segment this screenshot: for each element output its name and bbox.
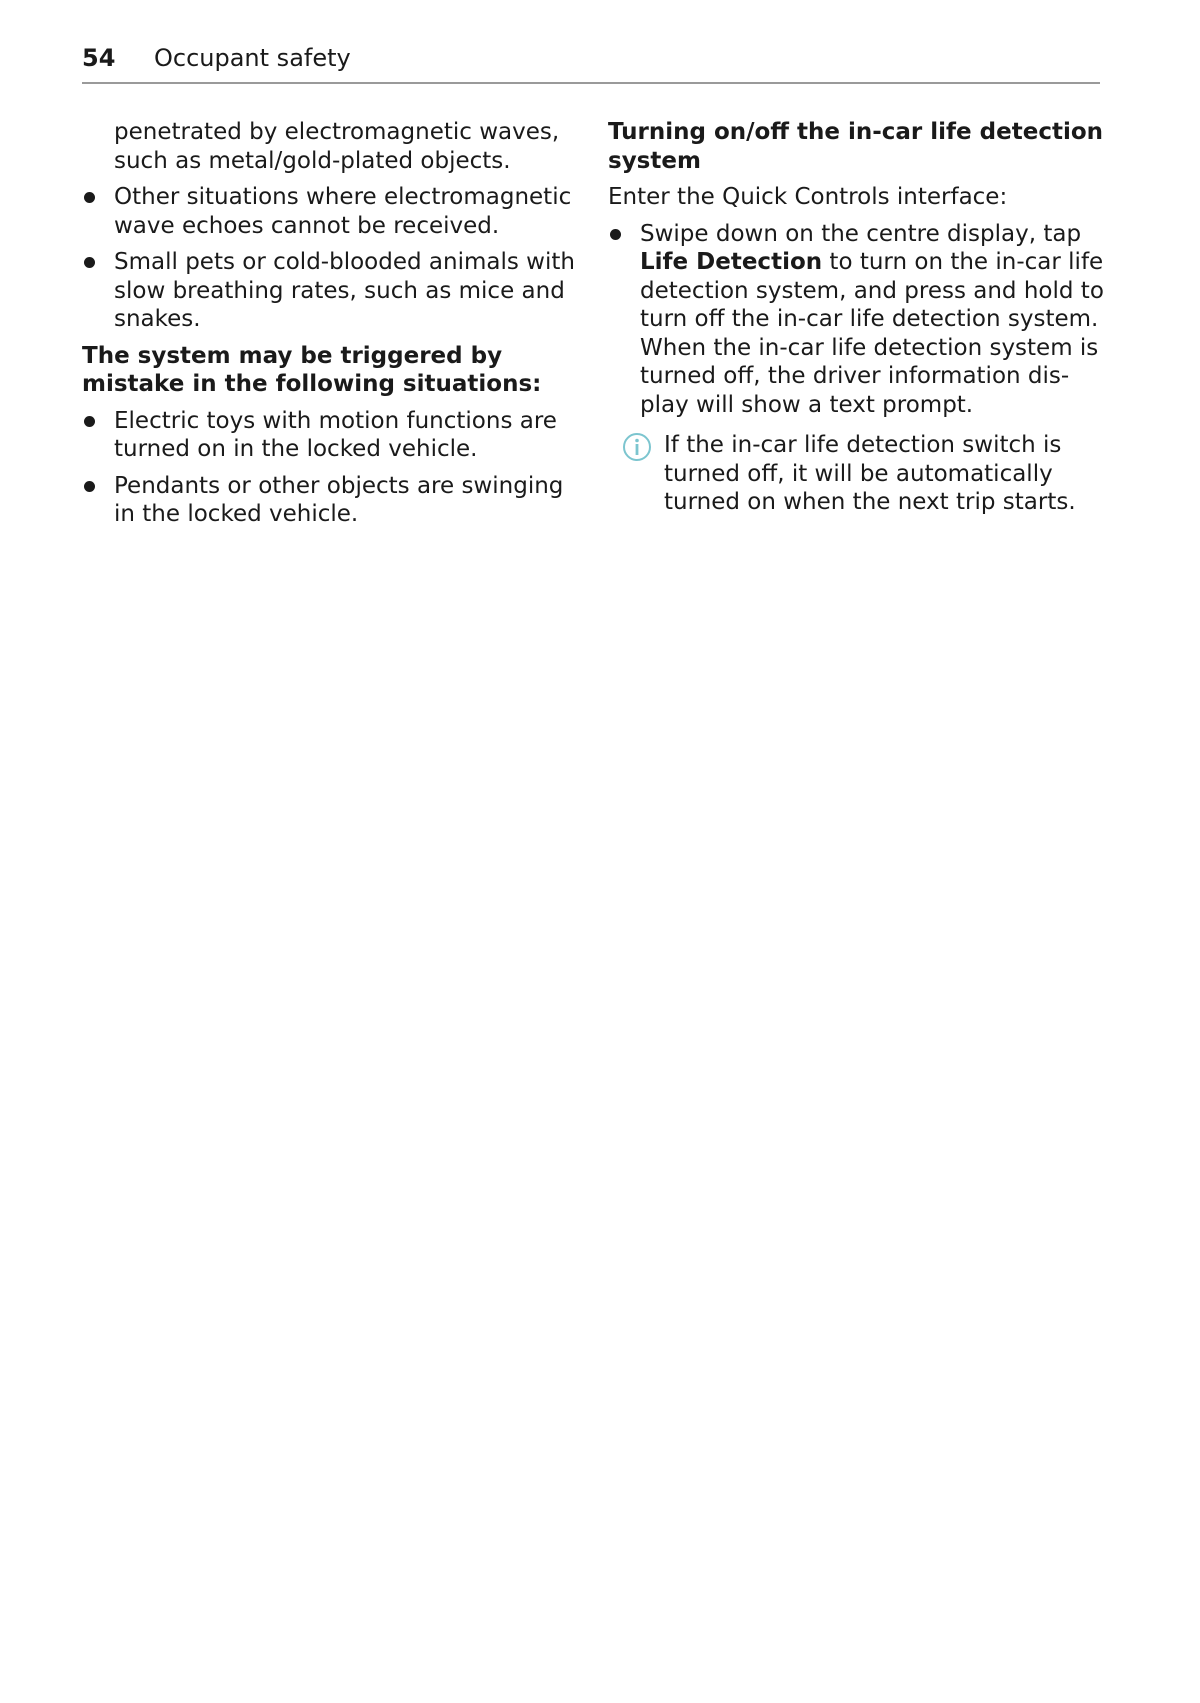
info-note-text: If the in-car life detection switch is turned off, it will be automatically turned on when the next trip starts. (664, 432, 1076, 515)
list-item (82, 248, 582, 334)
list-item-text: Pendants or other objects are swinging in the locked vehicle. (114, 472, 564, 527)
bullet-icon (84, 481, 95, 492)
continuation-text: penetrated by electromagnetic waves, such as metal/gold-plated objects. (114, 119, 560, 174)
section-heading: Turning on/off the in-car life detection system (608, 119, 1104, 174)
bullet-icon (84, 416, 95, 427)
list-item (82, 472, 582, 529)
list-item (82, 183, 582, 240)
right-column (608, 118, 1108, 517)
instruction-text-end: to turn on the in-car life detection system, and press and hold to turn off the in-car life detection system. When the in-car life detection system is turned off, the driver information dis-play will show a text prompt. (640, 249, 1104, 418)
page-header (82, 44, 1100, 84)
life-detection-label: Life Detection (640, 249, 823, 275)
instruction-text-start: Swipe down on the centre display, tap (640, 220, 1082, 247)
bullet-icon (610, 229, 621, 240)
left-column (82, 118, 582, 529)
list-item (608, 220, 1108, 420)
page-number: 54 (82, 44, 116, 72)
bullet-icon (84, 257, 95, 268)
bullet-icon (84, 192, 95, 203)
intro-text: Enter the Quick Controls interface: (608, 184, 1008, 210)
list-item-text: Other situations where electromagnetic wave echoes cannot be received. (114, 184, 572, 239)
section-title: Occupant safety (154, 44, 351, 72)
subheading: The system may be triggered by mistake in the following situations: (82, 342, 542, 397)
list-item (82, 407, 582, 464)
list-item-text: Small pets or cold-blooded animals with slow breathing rates, such as mice and snakes. (114, 249, 575, 332)
list-item-text: Electric toys with motion functions are turned on in the locked vehicle. (114, 407, 557, 462)
info-note (608, 431, 1108, 517)
info-icon (622, 432, 652, 462)
list-item-text (640, 221, 1104, 418)
